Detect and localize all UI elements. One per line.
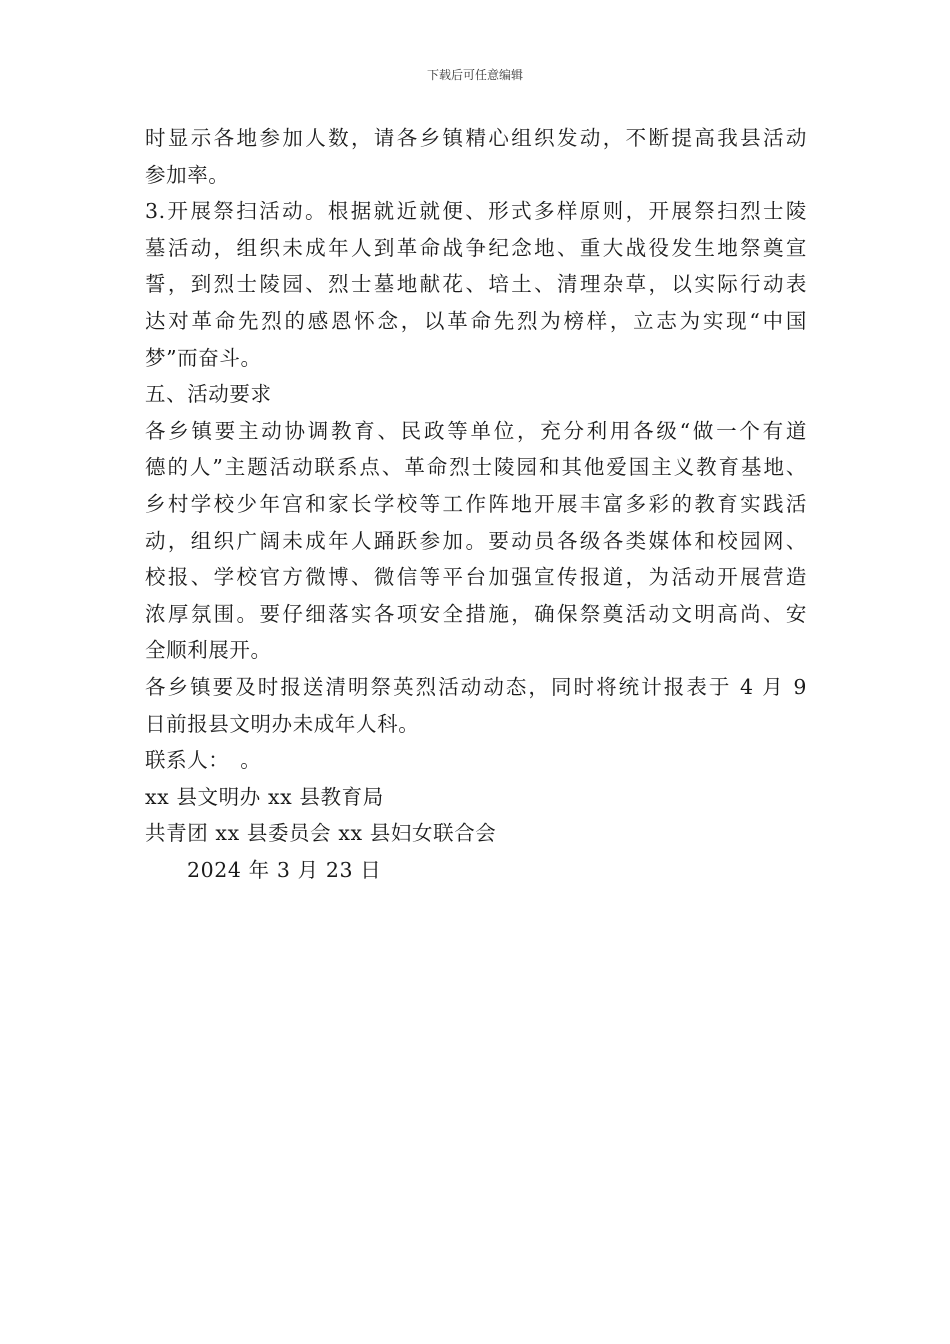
document-body: [145, 120, 807, 888]
body-line: 全顺利展开。: [145, 638, 272, 663]
body-line: 各乡镇要主动协调教育、民政等单位，充分利用各级“做一个有道: [145, 418, 807, 443]
body-line: 浓厚氛围。要仔细落实各项安全措施，确保祭奠活动文明高尚、安: [145, 601, 807, 626]
body-line: 动，组织广阔未成年人踊跃参加。要动员各级各类媒体和校园网、: [145, 528, 807, 553]
signatory-line: 共青团 xx 县委员会 xx 县妇女联合会: [145, 821, 497, 846]
body-line: 达对革命先烈的感恩怀念，以革命先烈为榜样，立志为实现“中国: [145, 308, 807, 333]
section-heading: 五、活动要求: [145, 382, 272, 407]
body-line: 时显示各地参加人数，请各乡镇精心组织发动，不断提高我县活动: [145, 126, 807, 150]
body-line: 日前报县文明办未成年人科。: [145, 711, 420, 736]
signatory-line: xx 县文明办 xx 县教育局: [145, 784, 384, 809]
contact-line: 联系人： 。: [145, 748, 262, 773]
body-line: 誓，到烈士陵园、烈士墓地献花、培土、清理杂草，以实际行动表: [145, 272, 807, 297]
body-line: 参加率。: [145, 162, 230, 187]
body-line: 墓活动，组织未成年人到革命战争纪念地、重大战役发生地祭奠宣: [145, 235, 807, 260]
body-line: 校报、学校官方微博、微信等平台加强宣传报道，为活动开展营造: [145, 565, 807, 590]
body-line: 乡村学校少年宫和家长学校等工作阵地开展丰富多彩的教育实践活: [145, 491, 807, 516]
body-line: 德的人”主题活动联系点、革命烈士陵园和其他爱国主义教育基地、: [145, 455, 807, 480]
page-header-note: 下载后可任意编辑: [426, 68, 523, 82]
item-3-heading-line: 3.开展祭扫活动。根据就近就便、形式多样原则，开展祭扫烈士陵: [145, 199, 807, 224]
document-date: 2024 年 3 月 23 日: [187, 857, 382, 882]
body-line: 各乡镇要及时报送清明祭英烈活动动态，同时将统计报表于 4 月 9: [145, 674, 807, 699]
body-line: 梦”而奋斗。: [145, 345, 262, 370]
